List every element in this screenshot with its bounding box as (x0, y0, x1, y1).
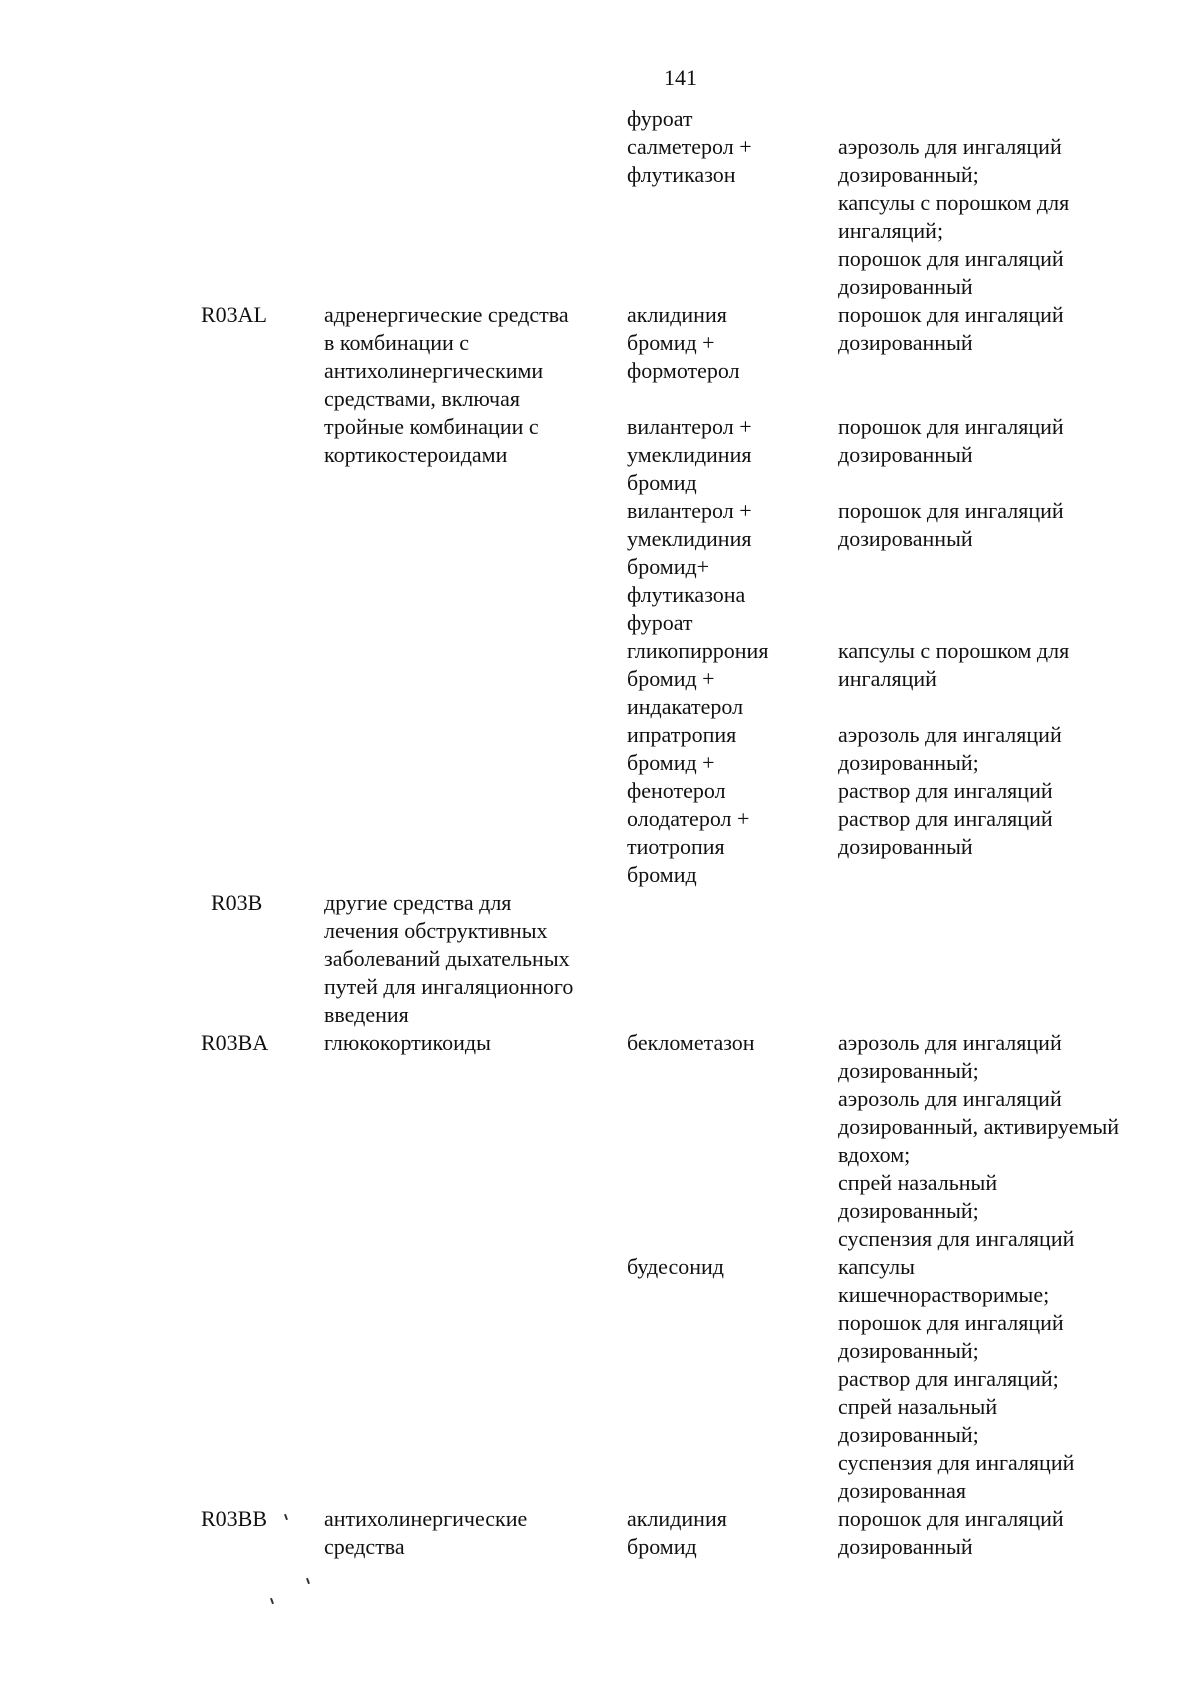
dosage-form: капсулы с порошком для ингаляций (838, 638, 1070, 691)
atc-code: R03AL (201, 302, 267, 327)
atc-group-name: глюкокортикоиды (324, 1030, 491, 1055)
atc-group-name: другие средства для лечения обструктивных заболеваний дыхательных путей для ингаляционного введения (324, 890, 574, 1027)
page-number: 141 (664, 65, 697, 90)
dosage-form: капсулы кишечнорастворимые; порошок для ингаляций дозированный; раствор для ингаляций; спрей назальный дозированный; суспензия для ингаляций дозированная (838, 1254, 1075, 1503)
drug-name: аклидиния бромид + формотерол (627, 302, 740, 383)
atc-group-name: антихолинергические средства (324, 1506, 528, 1559)
drug-name: беклометазон (627, 1030, 755, 1055)
atc-code: R03BB (201, 1506, 268, 1531)
scan-speck (270, 1598, 274, 1604)
dosage-form: порошок для ингаляций дозированный (838, 498, 1064, 551)
dosage-form: аэрозоль для ингаляций дозированный; капсулы с порошком для ингаляций; порошок для ингаляций дозированный (838, 134, 1070, 299)
drug-name: аклидиния бромид (627, 1506, 727, 1559)
drug-name: вилантерол + умеклидиния бромид (627, 414, 752, 495)
dosage-form: аэрозоль для ингаляций дозированный; аэрозоль для ингаляций дозированный, активируемый вдохом; спрей назальный дозированный; суспензия для ингаляций (838, 1030, 1119, 1251)
dosage-form: аэрозоль для ингаляций дозированный; раствор для ингаляций раствор для ингаляций дозированный (838, 722, 1062, 859)
scan-speck (284, 1514, 288, 1520)
atc-code: R03B (211, 890, 263, 915)
drug-name: фуроат (627, 106, 693, 131)
drug-name: гликопиррония бромид + индакатерол (627, 638, 769, 719)
atc-code: R03BA (201, 1030, 269, 1055)
scan-speck (306, 1578, 310, 1584)
atc-group-name: адренергические средства в комбинации с антихолинергическими средствами, включая тройные комбинации с кортикостероидами (324, 302, 569, 467)
drug-name: будесонид (627, 1254, 724, 1279)
dosage-form: порошок для ингаляций дозированный (838, 302, 1064, 355)
drug-name: вилантерол + умеклидиния бромид+ флутиказона фуроат (627, 498, 752, 635)
drug-name: ипратропия бромид + фенотерол олодатерол + тиотропия бромид (627, 722, 750, 887)
drug-name: салметерол + флутиказон (627, 134, 752, 187)
dosage-form: порошок для ингаляций дозированный (838, 1506, 1064, 1559)
dosage-form: порошок для ингаляций дозированный (838, 414, 1064, 467)
